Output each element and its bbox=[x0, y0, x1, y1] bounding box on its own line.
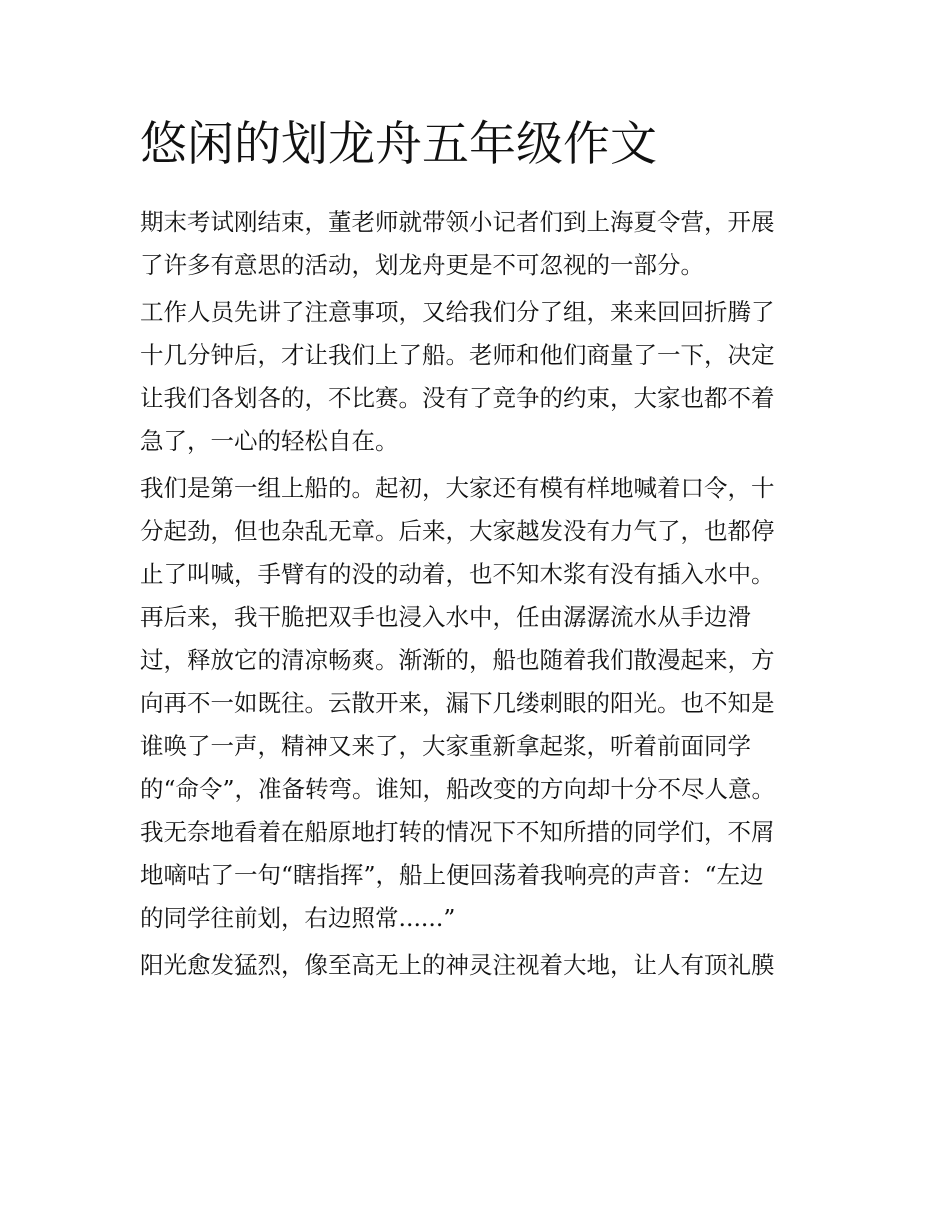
text-line: 期末考试刚结束，董老师就带领小记者们到上海夏令营，开展 bbox=[140, 208, 775, 236]
text-line: 谁唤了一声，精神又来了，大家重新拿起浆，听着前面同学 bbox=[140, 732, 751, 760]
text-line: 向再不一如既往。云散开来，漏下几缕刺眼的阳光。也不知是 bbox=[140, 689, 775, 717]
text-line: 我们是第一组上船的。起初，大家还有模有样地喊着口令，十 bbox=[140, 474, 775, 502]
text-line: 分起劲，但也杂乱无章。后来，大家越发没有力气了，也都停 bbox=[140, 517, 775, 545]
text-line: 地嘀咕了一句“瞎指挥”，船上便回荡着我响亮的声音：“左边 bbox=[140, 861, 764, 889]
document-title: 悠闲的划龙舟五年级作文 bbox=[140, 117, 657, 172]
text-line: 阳光愈发猛烈，像至高无上的神灵注视着大地，让人有顶礼膜 bbox=[140, 951, 775, 979]
text-line: 我无奈地看着在船原地打转的情况下不知所措的同学们，不屑 bbox=[140, 818, 775, 846]
text-line: 的同学往前划，右边照常......” bbox=[140, 904, 456, 932]
text-line: 工作人员先讲了注意事项，又给我们分了组，来来回回折腾了 bbox=[140, 298, 775, 326]
text-line: 的“命令”，准备转弯。谁知，船改变的方向却十分不尽人意。 bbox=[140, 775, 776, 803]
text-line: 再后来，我干脆把双手也浸入水中，任由潺潺流水从手边滑 bbox=[140, 603, 751, 631]
text-line: 十几分钟后，才让我们上了船。老师和他们商量了一下，决定 bbox=[140, 341, 775, 369]
document-body bbox=[140, 201, 820, 987]
text-line: 了许多有意思的活动，划龙舟更是不可忽视的一部分。 bbox=[140, 251, 704, 279]
text-line: 过，释放它的清凉畅爽。渐渐的，船也随着我们散漫起来，方 bbox=[140, 646, 775, 674]
text-line: 止了叫喊，手臂有的没的动着，也不知木浆有没有插入水中。 bbox=[140, 560, 775, 588]
text-line: 让我们各划各的，不比赛。没有了竞争的约束，大家也都不着 bbox=[140, 384, 775, 412]
text-line: 急了，一心的轻松自在。 bbox=[140, 427, 399, 455]
